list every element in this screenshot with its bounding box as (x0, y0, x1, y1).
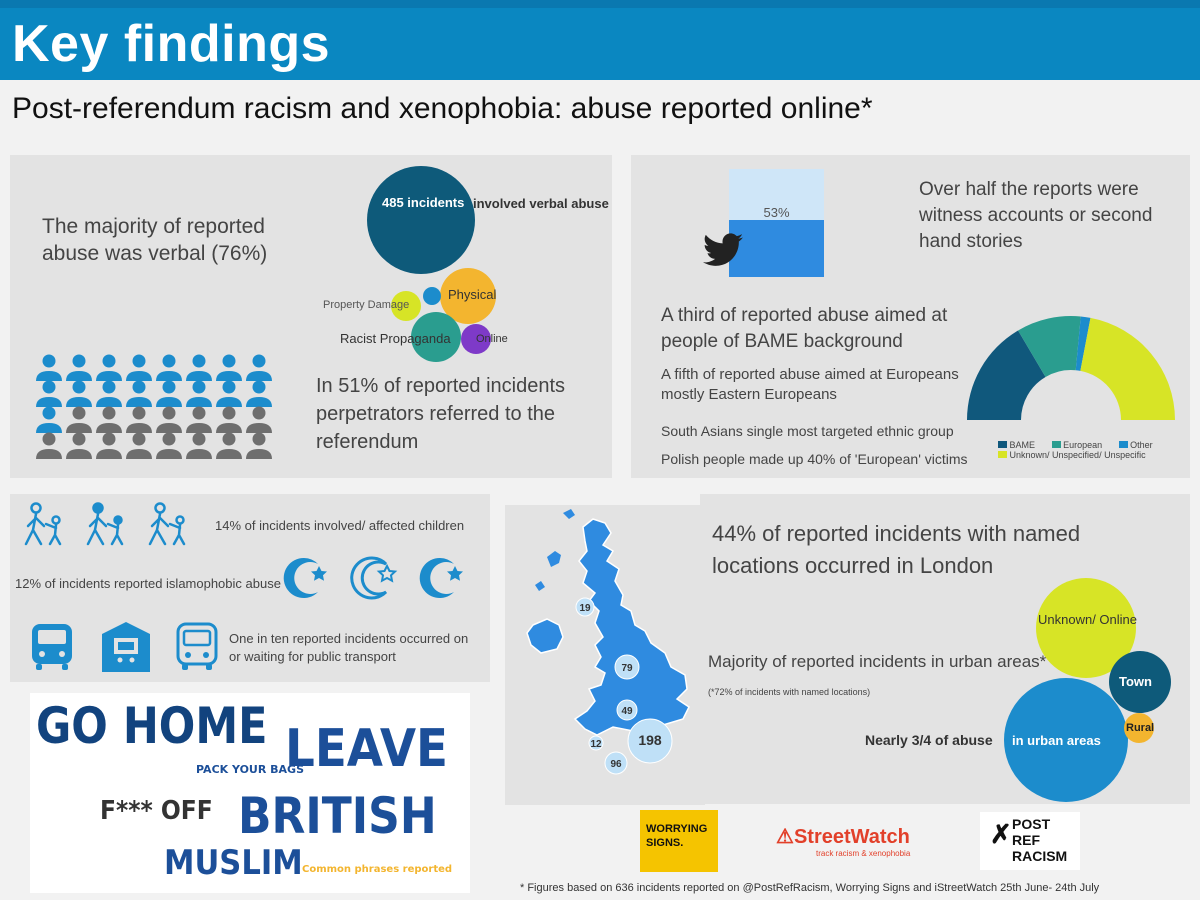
svg-text:198: 198 (638, 732, 662, 748)
map-count-49 (617, 700, 637, 720)
map-count-96 (605, 752, 627, 774)
phrase-leave: LEAVE (285, 719, 449, 779)
nearly-text: Nearly 3/4 of abuse (865, 732, 993, 748)
uk-map (505, 505, 705, 805)
train-station-icon (102, 622, 150, 672)
bus-outline-icon (178, 624, 216, 670)
legend-item-other: Other (1119, 440, 1153, 450)
unknown-label: Unknown/ Online (1038, 612, 1137, 627)
svg-text:19: 19 (579, 603, 591, 614)
south-asian-text: South Asians single most targeted ethnic group (661, 423, 954, 439)
urban-note: (*72% of incidents with named locations) (708, 687, 871, 697)
people-icon-grid (35, 355, 295, 460)
partner-logos (640, 810, 1080, 872)
phrase-british: BRITISH (238, 787, 437, 845)
verbal-abuse-panel (10, 155, 612, 478)
in-urban-label: in urban areas (1012, 733, 1101, 748)
map-count-79 (615, 655, 639, 679)
post-ref-mark-icon: ✗ (990, 819, 1012, 849)
phrase-pack: PACK YOUR BAGS (196, 763, 304, 776)
witness-bar (729, 169, 824, 277)
islam-text: 12% of incidents reported islamophobic abuse (15, 576, 281, 591)
person-icon (66, 433, 92, 460)
map-count-19 (576, 598, 594, 616)
svg-text:96: 96 (610, 759, 622, 770)
crescent-star-icon-outline (352, 558, 386, 598)
person-icon (186, 355, 212, 382)
warning-icon: ⚠ (776, 826, 794, 848)
phrase-muslim: MUSLIM (164, 843, 303, 883)
witness-percent: 53% (763, 205, 790, 220)
rural-label: Rural (1126, 722, 1155, 734)
children-icons (24, 502, 209, 552)
person-icon (96, 355, 122, 382)
background-panel (631, 155, 1190, 478)
footnote: * Figures based on 636 incidents reported on @PostRefRacism, Worrying Signs and iStreetWatch 25th June- 24th July (520, 882, 1100, 894)
title-banner (0, 0, 1200, 80)
bubble-count: 485 incidents (382, 195, 465, 210)
person-icon (66, 407, 92, 434)
person-icon (186, 381, 212, 408)
phrase-go-home: GO HOME (36, 697, 268, 755)
person-icon (246, 433, 272, 460)
person-icon (216, 407, 242, 434)
postrefracism-logo: ✗ POST REF RACISM (980, 812, 1080, 870)
person-icon (246, 355, 272, 382)
referendum-text: In 51% of reported incidents perpetrators referred to the referendum (316, 375, 566, 453)
facts-panel (10, 494, 490, 682)
page-title: Key findings (12, 15, 331, 73)
urban-text: Majority of reported incidents in urban areas* (708, 652, 1047, 671)
map-count-12 (589, 736, 603, 750)
banner-rule (0, 0, 1200, 8)
person-icon (96, 407, 122, 434)
crescent-star-icon (420, 558, 454, 598)
phrase-foff: F*** OFF (100, 796, 213, 826)
person-icon (156, 407, 182, 434)
person-icon (126, 433, 152, 460)
person-icon (126, 381, 152, 408)
london-text: 44% of reported incidents with named locations occurred in London (712, 521, 1081, 578)
transport-text: One in ten reported incidents occurred on or waiting for public transport (229, 631, 469, 664)
person-icon (216, 433, 242, 460)
person-icon (246, 407, 272, 434)
crescent-star-icons (282, 554, 482, 604)
chart-legend (998, 440, 1188, 460)
label-online: Online (476, 333, 508, 345)
streetwatch-logo: ⚠StreetWatch track racism & xenophobia (776, 826, 911, 858)
verbal-headline: The majority of reported abuse was verbal (76%) (42, 215, 268, 265)
legend-item-european: European (1052, 440, 1103, 450)
svg-text:49: 49 (621, 706, 633, 717)
svg-text:12: 12 (590, 739, 602, 750)
label-property: Property Damage (323, 299, 410, 311)
town-label: Town (1119, 674, 1152, 689)
bus-icon (32, 624, 72, 670)
person-icon (156, 355, 182, 382)
person-icon (66, 381, 92, 408)
twitter-bird-icon (703, 233, 743, 267)
person-icon (126, 407, 152, 434)
witness-text: Over half the reports were witness accounts or second hand stories (919, 179, 1153, 252)
person-icon (186, 433, 212, 460)
person-icon (246, 381, 272, 408)
person-icon (36, 355, 62, 382)
person-icon (66, 355, 92, 382)
urban-bubbles (700, 494, 1190, 804)
person-icon (126, 355, 152, 382)
person-icon (186, 407, 212, 434)
donut-slice-unknown (1080, 318, 1175, 420)
phrases-caption: Common phrases reported (302, 864, 453, 875)
children-text: 14% of incidents involved/ affected children (215, 518, 465, 533)
witness-bar-fill (729, 220, 824, 277)
crescent-star-icon (284, 558, 318, 598)
person-icon (36, 433, 62, 460)
person-icon (156, 381, 182, 408)
phrases-panel (30, 693, 470, 893)
label-propaganda: Racist Propaganda (340, 331, 451, 346)
bubble-verbal (367, 166, 475, 274)
worrying-signs-logo: WORRYING SIGNS. (640, 810, 718, 872)
svg-text:79: 79 (621, 663, 633, 674)
walking-family-icon (88, 504, 122, 545)
person-icon (156, 433, 182, 460)
person-icon (96, 381, 122, 408)
polish-text: Polish people made up 40% of 'European' victims (661, 451, 968, 467)
europe-text: A fifth of reported abuse aimed at Europeans mostly Eastern Europeans (661, 366, 959, 403)
transport-icons (32, 622, 222, 672)
bubble-verbal-label: involved verbal abuse (473, 196, 609, 211)
person-icon (216, 355, 242, 382)
background-donut-chart (966, 305, 1176, 425)
person-icon (96, 433, 122, 460)
person-icon (216, 381, 242, 408)
bubble-small (423, 287, 441, 305)
walking-family-icon (26, 504, 60, 545)
map-count-198 (628, 719, 672, 763)
legend-item-bame: BAME (998, 440, 1035, 450)
location-panel (700, 494, 1190, 804)
legend-item-unknown: Unknown/ Unspecified/ Unspecific (998, 450, 1146, 460)
bame-text: A third of reported abuse aimed at people of BAME background (661, 305, 948, 352)
label-physical: Physical (448, 287, 497, 302)
person-icon (36, 407, 62, 434)
person-icon (36, 381, 62, 408)
page-subtitle: Post-referendum racism and xenophobia: abuse reported online* (12, 92, 873, 125)
walking-family-icon (150, 504, 184, 545)
